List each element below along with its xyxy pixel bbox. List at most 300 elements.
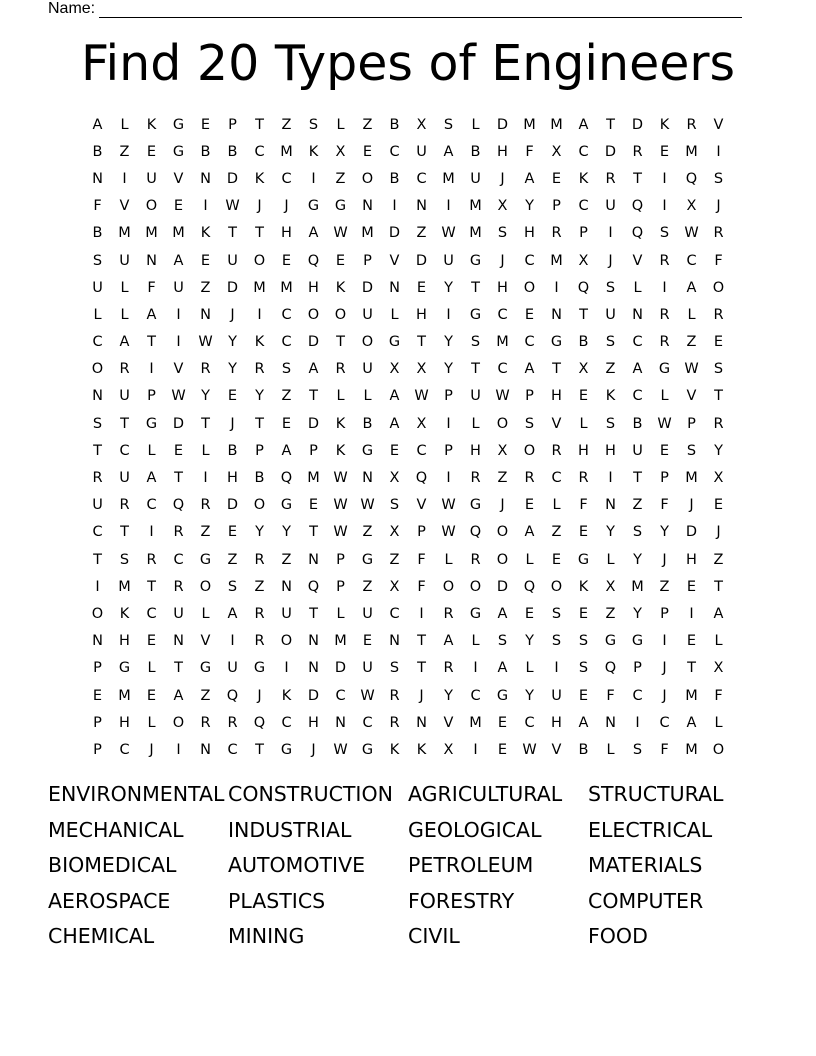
grid-cell[interactable]: X [497, 442, 508, 459]
grid-cell[interactable]: G [172, 116, 185, 133]
grid-cell[interactable]: K [335, 415, 346, 432]
grid-cell[interactable]: O [361, 334, 374, 351]
grid-cell[interactable]: S [470, 334, 481, 351]
grid-cell[interactable]: O [253, 252, 266, 269]
grid-cell[interactable]: R [119, 497, 130, 514]
grid-cell[interactable]: T [552, 361, 561, 378]
grid-cell[interactable]: E [146, 633, 157, 650]
grid-cell[interactable]: C [281, 170, 292, 187]
grid-cell[interactable]: I [311, 170, 316, 187]
grid-cell[interactable]: K [659, 116, 670, 133]
grid-cell[interactable]: C [92, 334, 103, 351]
grid-cell[interactable]: I [419, 605, 424, 622]
grid-cell[interactable]: C [281, 714, 292, 731]
grid-cell[interactable]: P [93, 741, 102, 758]
grid-cell[interactable]: R [200, 497, 211, 514]
grid-cell[interactable]: Z [119, 143, 130, 160]
grid-cell[interactable]: H [578, 442, 589, 459]
grid-cell[interactable]: A [578, 116, 589, 133]
grid-cell[interactable]: T [471, 361, 480, 378]
grid-cell[interactable]: S [632, 741, 643, 758]
grid-cell[interactable]: A [119, 334, 130, 351]
grid-cell[interactable]: Z [416, 225, 427, 242]
grid-cell[interactable]: N [308, 633, 319, 650]
grid-cell[interactable]: K [308, 143, 319, 160]
grid-cell[interactable]: P [660, 605, 669, 622]
grid-cell[interactable]: B [470, 143, 481, 160]
grid-cell[interactable]: O [361, 170, 374, 187]
grid-cell[interactable]: W [684, 225, 699, 242]
grid-cell[interactable]: C [659, 714, 670, 731]
grid-cell[interactable]: S [713, 170, 724, 187]
grid-cell[interactable]: B [389, 170, 400, 187]
grid-cell[interactable]: U [92, 279, 103, 296]
grid-cell[interactable]: J [149, 741, 154, 758]
grid-cell[interactable]: N [92, 388, 103, 405]
grid-cell[interactable]: M [469, 225, 482, 242]
grid-cell[interactable]: C [497, 361, 508, 378]
grid-cell[interactable]: C [416, 170, 427, 187]
grid-cell[interactable]: W [333, 225, 348, 242]
grid-cell[interactable]: S [281, 361, 292, 378]
grid-cell[interactable]: T [417, 334, 426, 351]
grid-cell[interactable]: Q [253, 714, 266, 731]
grid-cell[interactable]: X [335, 143, 346, 160]
grid-cell[interactable]: N [362, 470, 373, 487]
grid-cell[interactable]: G [469, 252, 482, 269]
grid-cell[interactable]: Y [633, 551, 642, 568]
grid-cell[interactable]: J [257, 687, 262, 704]
grid-cell[interactable]: P [687, 415, 696, 432]
grid-cell[interactable]: U [605, 198, 616, 215]
grid-cell[interactable]: T [255, 741, 264, 758]
grid-cell[interactable]: O [307, 306, 320, 323]
grid-cell[interactable]: U [470, 388, 481, 405]
grid-cell[interactable]: I [554, 279, 559, 296]
grid-cell[interactable]: B [92, 143, 103, 160]
grid-cell[interactable]: W [198, 334, 213, 351]
grid-cell[interactable]: G [361, 741, 374, 758]
grid-cell[interactable]: S [119, 551, 130, 568]
grid-cell[interactable]: S [605, 279, 616, 296]
grid-cell[interactable]: Y [255, 524, 264, 541]
grid-cell[interactable]: N [632, 306, 643, 323]
grid-cell[interactable]: H [416, 306, 427, 323]
grid-cell[interactable]: L [147, 660, 156, 677]
grid-cell[interactable]: R [551, 225, 562, 242]
grid-cell[interactable]: T [93, 442, 102, 459]
grid-cell[interactable]: G [280, 741, 293, 758]
grid-cell[interactable]: Q [307, 252, 320, 269]
grid-cell[interactable]: I [446, 306, 451, 323]
grid-cell[interactable]: M [550, 252, 563, 269]
grid-cell[interactable]: D [334, 660, 347, 677]
grid-cell[interactable]: C [497, 306, 508, 323]
grid-cell[interactable]: E [659, 442, 670, 459]
grid-cell[interactable]: T [309, 605, 318, 622]
grid-cell[interactable]: F [660, 497, 669, 514]
grid-cell[interactable]: K [416, 741, 427, 758]
grid-cell[interactable]: E [578, 687, 589, 704]
grid-cell[interactable]: N [200, 170, 211, 187]
grid-cell[interactable]: T [255, 116, 264, 133]
grid-cell[interactable]: I [608, 225, 613, 242]
grid-cell[interactable]: H [551, 714, 562, 731]
grid-cell[interactable]: M [631, 578, 644, 595]
grid-cell[interactable]: S [632, 524, 643, 541]
grid-cell[interactable]: Z [551, 524, 562, 541]
grid-cell[interactable]: S [551, 605, 562, 622]
grid-cell[interactable]: C [281, 334, 292, 351]
grid-cell[interactable]: R [254, 361, 265, 378]
grid-cell[interactable]: E [146, 143, 157, 160]
grid-cell[interactable]: S [605, 334, 616, 351]
grid-cell[interactable]: F [525, 143, 534, 160]
grid-cell[interactable]: N [389, 633, 400, 650]
grid-cell[interactable]: T [147, 334, 156, 351]
grid-cell[interactable]: K [200, 225, 211, 242]
grid-cell[interactable]: C [524, 252, 535, 269]
grid-cell[interactable]: S [659, 225, 670, 242]
grid-cell[interactable]: G [199, 660, 212, 677]
grid-cell[interactable]: P [336, 578, 345, 595]
grid-cell[interactable]: Y [444, 334, 453, 351]
grid-cell[interactable]: B [389, 116, 400, 133]
grid-cell[interactable]: M [118, 225, 131, 242]
grid-cell[interactable]: Z [659, 578, 670, 595]
grid-cell[interactable]: G [199, 551, 212, 568]
grid-cell[interactable]: Z [200, 279, 211, 296]
grid-cell[interactable]: O [712, 741, 725, 758]
grid-cell[interactable]: C [416, 442, 427, 459]
grid-cell[interactable]: E [146, 687, 157, 704]
grid-cell[interactable]: I [149, 361, 154, 378]
grid-cell[interactable]: G [469, 605, 482, 622]
grid-cell[interactable]: J [284, 198, 289, 215]
grid-cell[interactable]: Y [525, 687, 534, 704]
grid-cell[interactable]: E [389, 442, 400, 459]
grid-cell[interactable]: U [551, 687, 562, 704]
grid-cell[interactable]: H [470, 442, 481, 459]
grid-cell[interactable]: I [392, 198, 397, 215]
grid-cell[interactable]: Z [227, 551, 238, 568]
grid-cell[interactable]: Z [362, 524, 373, 541]
grid-cell[interactable]: C [686, 252, 697, 269]
grid-cell[interactable]: H [119, 714, 130, 731]
grid-cell[interactable]: V [173, 170, 184, 187]
grid-cell[interactable]: Q [631, 225, 644, 242]
grid-cell[interactable]: V [713, 116, 724, 133]
grid-cell[interactable]: T [174, 470, 183, 487]
grid-cell[interactable]: I [554, 660, 559, 677]
grid-cell[interactable]: S [227, 578, 238, 595]
grid-cell[interactable]: P [93, 714, 102, 731]
grid-cell[interactable]: X [686, 198, 697, 215]
grid-cell[interactable]: Z [632, 497, 643, 514]
grid-cell[interactable]: A [713, 605, 724, 622]
grid-cell[interactable]: E [497, 741, 508, 758]
grid-cell[interactable]: U [119, 470, 130, 487]
grid-cell[interactable]: W [441, 225, 456, 242]
grid-cell[interactable]: I [446, 470, 451, 487]
grid-cell[interactable]: Y [444, 361, 453, 378]
grid-cell[interactable]: L [336, 388, 345, 405]
grid-cell[interactable]: U [227, 252, 238, 269]
grid-cell[interactable]: L [471, 116, 480, 133]
grid-cell[interactable]: X [605, 578, 616, 595]
grid-cell[interactable]: J [230, 415, 235, 432]
grid-cell[interactable]: S [578, 633, 589, 650]
grid-cell[interactable]: M [172, 225, 185, 242]
grid-cell[interactable]: E [227, 388, 238, 405]
grid-cell[interactable]: R [389, 687, 400, 704]
grid-cell[interactable]: P [363, 252, 372, 269]
grid-cell[interactable]: P [93, 660, 102, 677]
grid-cell[interactable]: K [281, 687, 292, 704]
grid-cell[interactable]: E [578, 605, 589, 622]
grid-cell[interactable]: G [388, 334, 401, 351]
grid-cell[interactable]: B [362, 415, 373, 432]
grid-cell[interactable]: A [227, 605, 238, 622]
grid-cell[interactable]: C [146, 497, 157, 514]
grid-cell[interactable]: R [605, 170, 616, 187]
grid-cell[interactable]: P [444, 442, 453, 459]
grid-cell[interactable]: U [281, 605, 292, 622]
grid-cell[interactable]: R [632, 143, 643, 160]
grid-cell[interactable]: B [632, 415, 643, 432]
grid-cell[interactable]: I [203, 198, 208, 215]
grid-cell[interactable]: O [523, 442, 536, 459]
grid-cell[interactable]: W [171, 388, 186, 405]
grid-cell[interactable]: L [552, 497, 561, 514]
grid-cell[interactable]: B [578, 741, 589, 758]
grid-cell[interactable]: E [524, 497, 535, 514]
grid-cell[interactable]: J [257, 198, 262, 215]
grid-cell[interactable]: L [579, 415, 588, 432]
grid-cell[interactable]: G [496, 687, 509, 704]
grid-cell[interactable]: Y [525, 633, 534, 650]
grid-cell[interactable]: T [120, 524, 129, 541]
grid-cell[interactable]: Y [201, 388, 210, 405]
grid-cell[interactable]: U [443, 252, 454, 269]
grid-cell[interactable]: C [551, 470, 562, 487]
grid-cell[interactable]: V [551, 415, 562, 432]
grid-cell[interactable]: O [496, 524, 509, 541]
grid-cell[interactable]: C [524, 334, 535, 351]
grid-cell[interactable]: Y [228, 361, 237, 378]
grid-cell[interactable]: O [334, 306, 347, 323]
grid-cell[interactable]: R [173, 578, 184, 595]
grid-cell[interactable]: D [172, 415, 185, 432]
grid-cell[interactable]: T [417, 633, 426, 650]
grid-cell[interactable]: S [713, 361, 724, 378]
grid-cell[interactable]: F [417, 551, 426, 568]
grid-cell[interactable]: U [173, 279, 184, 296]
grid-cell[interactable]: A [173, 687, 184, 704]
grid-cell[interactable]: T [309, 388, 318, 405]
grid-cell[interactable]: E [308, 497, 319, 514]
grid-cell[interactable]: R [92, 470, 103, 487]
grid-cell[interactable]: E [551, 551, 562, 568]
grid-cell[interactable]: O [91, 361, 104, 378]
grid-cell[interactable]: D [307, 415, 320, 432]
grid-cell[interactable]: H [497, 143, 508, 160]
grid-cell[interactable]: R [254, 551, 265, 568]
grid-cell[interactable]: E [200, 116, 211, 133]
grid-cell[interactable]: T [687, 660, 696, 677]
grid-cell[interactable]: G [604, 633, 617, 650]
grid-cell[interactable]: K [335, 279, 346, 296]
grid-cell[interactable]: P [579, 225, 588, 242]
grid-cell[interactable]: I [473, 741, 478, 758]
grid-cell[interactable]: I [122, 170, 127, 187]
grid-cell[interactable]: X [497, 198, 508, 215]
grid-cell[interactable]: M [685, 470, 698, 487]
grid-cell[interactable]: E [200, 252, 211, 269]
grid-cell[interactable]: O [280, 633, 293, 650]
grid-cell[interactable]: S [389, 660, 400, 677]
grid-cell[interactable]: R [578, 470, 589, 487]
grid-cell[interactable]: E [524, 605, 535, 622]
grid-cell[interactable]: S [389, 497, 400, 514]
grid-cell[interactable]: A [173, 252, 184, 269]
grid-cell[interactable]: J [662, 687, 667, 704]
grid-cell[interactable]: I [446, 415, 451, 432]
grid-cell[interactable]: R [254, 605, 265, 622]
grid-cell[interactable]: Y [444, 279, 453, 296]
grid-cell[interactable]: N [308, 660, 319, 677]
grid-cell[interactable]: P [255, 442, 264, 459]
grid-cell[interactable]: E [92, 687, 103, 704]
grid-cell[interactable]: U [362, 361, 373, 378]
grid-cell[interactable]: Y [660, 524, 669, 541]
grid-cell[interactable]: K [335, 442, 346, 459]
grid-cell[interactable]: U [146, 170, 157, 187]
grid-cell[interactable]: V [119, 198, 130, 215]
grid-cell[interactable]: E [362, 143, 373, 160]
grid-cell[interactable]: E [416, 279, 427, 296]
grid-cell[interactable]: R [443, 605, 454, 622]
grid-cell[interactable]: L [147, 714, 156, 731]
grid-cell[interactable]: Q [604, 660, 617, 677]
grid-cell[interactable]: B [227, 442, 238, 459]
grid-cell[interactable]: U [119, 252, 130, 269]
grid-cell[interactable]: I [635, 714, 640, 731]
grid-cell[interactable]: J [689, 497, 694, 514]
grid-cell[interactable]: Z [254, 578, 265, 595]
grid-cell[interactable]: L [444, 551, 453, 568]
grid-cell[interactable]: J [716, 524, 721, 541]
grid-cell[interactable]: V [173, 361, 184, 378]
grid-cell[interactable]: H [524, 225, 535, 242]
grid-cell[interactable]: S [497, 225, 508, 242]
grid-cell[interactable]: E [281, 415, 292, 432]
grid-cell[interactable]: Y [444, 687, 453, 704]
grid-cell[interactable]: M [280, 143, 293, 160]
grid-cell[interactable]: W [333, 524, 348, 541]
grid-cell[interactable]: R [335, 361, 346, 378]
grid-cell[interactable]: G [658, 361, 671, 378]
grid-cell[interactable]: E [659, 143, 670, 160]
grid-cell[interactable]: I [662, 279, 667, 296]
grid-cell[interactable]: L [201, 442, 210, 459]
grid-cell[interactable]: C [524, 714, 535, 731]
grid-cell[interactable]: D [226, 497, 239, 514]
grid-cell[interactable]: E [173, 198, 184, 215]
name-line[interactable] [99, 2, 742, 18]
grid-cell[interactable]: M [496, 334, 509, 351]
grid-cell[interactable]: L [363, 388, 372, 405]
grid-cell[interactable]: J [500, 252, 505, 269]
grid-cell[interactable]: C [92, 524, 103, 541]
grid-cell[interactable]: M [469, 198, 482, 215]
grid-cell[interactable]: X [416, 361, 427, 378]
grid-cell[interactable]: C [281, 306, 292, 323]
grid-cell[interactable]: O [523, 279, 536, 296]
grid-cell[interactable]: S [605, 415, 616, 432]
grid-cell[interactable]: Q [226, 687, 239, 704]
grid-cell[interactable]: A [632, 361, 643, 378]
grid-cell[interactable]: E [497, 714, 508, 731]
grid-cell[interactable]: G [280, 497, 293, 514]
grid-cell[interactable]: G [631, 633, 644, 650]
grid-cell[interactable]: R [713, 225, 724, 242]
grid-cell[interactable]: U [416, 143, 427, 160]
grid-cell[interactable]: N [389, 279, 400, 296]
grid-cell[interactable]: R [551, 442, 562, 459]
grid-cell[interactable]: E [578, 388, 589, 405]
grid-cell[interactable]: P [147, 388, 156, 405]
grid-cell[interactable]: I [662, 198, 667, 215]
grid-cell[interactable]: I [149, 524, 154, 541]
grid-cell[interactable]: Q [415, 470, 428, 487]
grid-cell[interactable]: T [147, 578, 156, 595]
grid-cell[interactable]: E [524, 306, 535, 323]
grid-cell[interactable]: X [713, 470, 724, 487]
grid-cell[interactable]: R [524, 470, 535, 487]
grid-cell[interactable]: A [308, 225, 319, 242]
grid-cell[interactable]: A [443, 143, 454, 160]
grid-cell[interactable]: L [201, 605, 210, 622]
grid-cell[interactable]: K [389, 741, 400, 758]
grid-cell[interactable]: M [253, 279, 266, 296]
grid-cell[interactable]: H [308, 714, 319, 731]
grid-cell[interactable]: D [604, 143, 617, 160]
grid-cell[interactable]: J [500, 170, 505, 187]
grid-cell[interactable]: N [92, 170, 103, 187]
grid-cell[interactable]: R [443, 660, 454, 677]
grid-cell[interactable]: A [578, 714, 589, 731]
grid-cell[interactable]: Z [497, 470, 508, 487]
grid-cell[interactable]: Z [281, 551, 292, 568]
grid-cell[interactable]: S [92, 415, 103, 432]
grid-cell[interactable]: R [200, 361, 211, 378]
grid-cell[interactable]: N [605, 497, 616, 514]
grid-cell[interactable]: N [173, 633, 184, 650]
grid-cell[interactable]: R [470, 470, 481, 487]
grid-cell[interactable]: T [255, 415, 264, 432]
grid-cell[interactable]: A [524, 170, 535, 187]
grid-cell[interactable]: T [309, 524, 318, 541]
grid-cell[interactable]: R [227, 714, 238, 731]
grid-cell[interactable]: J [230, 306, 235, 323]
grid-cell[interactable]: D [388, 225, 401, 242]
grid-cell[interactable]: M [685, 687, 698, 704]
grid-cell[interactable]: I [176, 334, 181, 351]
grid-cell[interactable]: P [633, 660, 642, 677]
grid-cell[interactable]: G [469, 306, 482, 323]
grid-cell[interactable]: W [333, 741, 348, 758]
